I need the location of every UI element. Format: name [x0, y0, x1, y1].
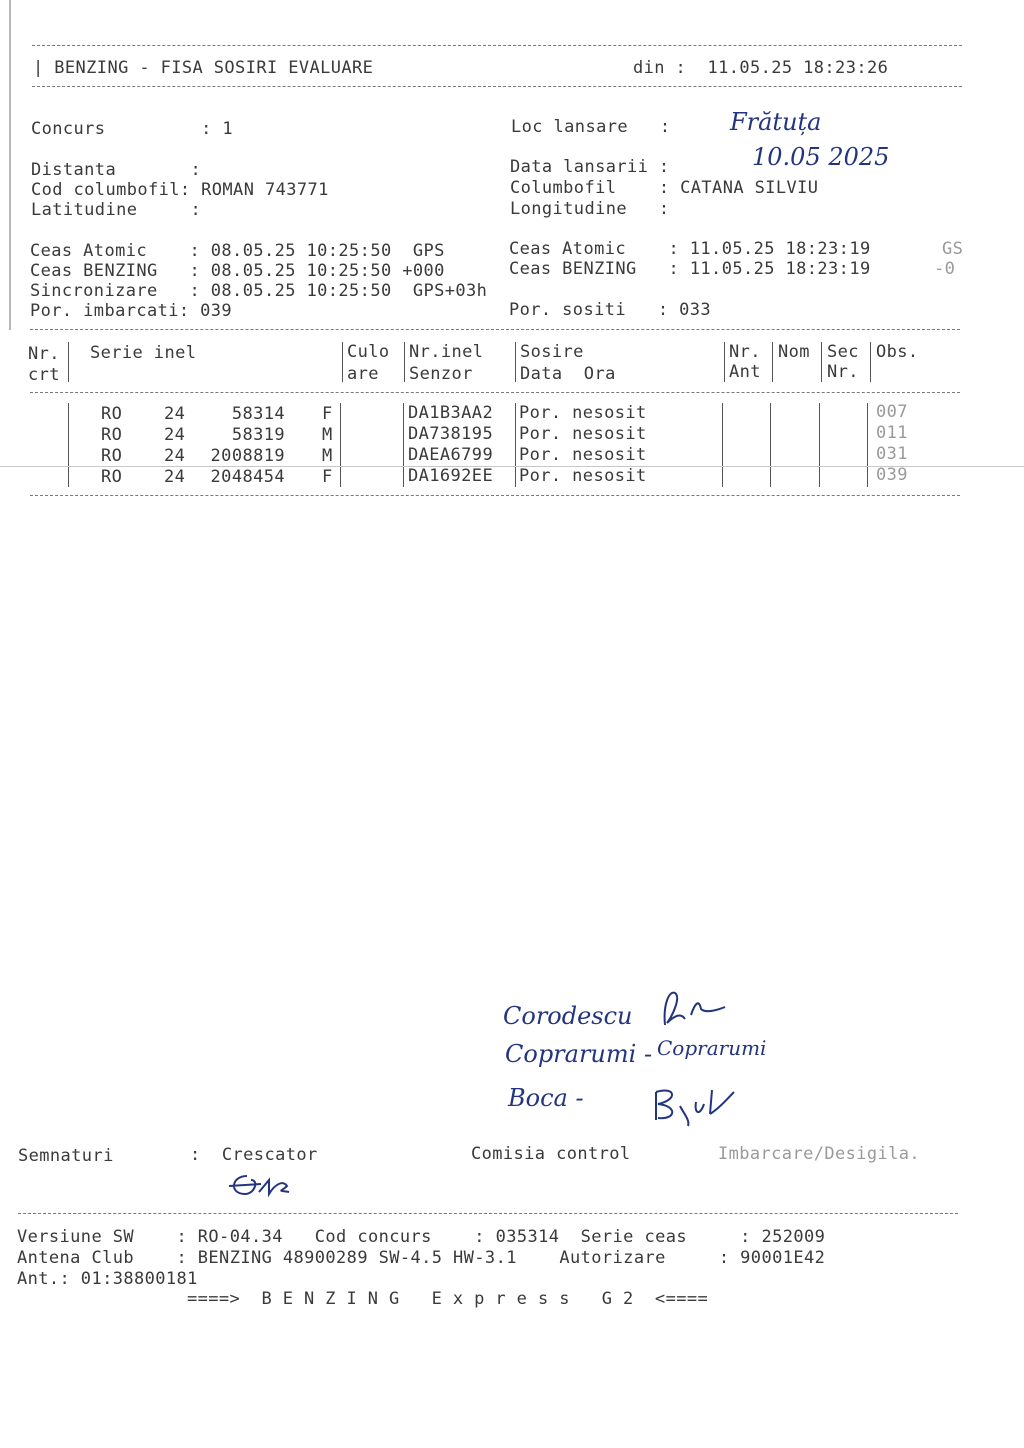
handwritten-signature-2: Coprarumi: [657, 1036, 767, 1060]
sincronizare-field: Sincronizare : 08.05.25 10:25:50 GPS+03h: [30, 281, 488, 301]
report-date: din : 11.05.25 18:23:26: [633, 58, 889, 78]
ceas-benzing-left: Ceas BENZING : 08.05.25 10:25:50 +000: [30, 261, 445, 281]
row-sosire: Por. nesosit: [519, 424, 647, 444]
ceas-atomic-right: Ceas Atomic : 11.05.25 18:23:19: [509, 239, 871, 259]
divider: [18, 1213, 958, 1214]
row-tara: RO: [101, 446, 123, 466]
row-sex: M: [322, 446, 333, 466]
column-separator: [340, 403, 341, 487]
ceas-benzing-right: Ceas BENZING : 11.05.25 18:23:19: [509, 259, 871, 279]
handwritten-name: Boca -: [508, 1084, 584, 1112]
column-separator: [724, 342, 725, 382]
row-an: 24: [164, 467, 186, 487]
distanta-field: Distanta :: [31, 160, 202, 180]
column-separator: [68, 342, 69, 382]
row-tara: RO: [101, 425, 123, 445]
comisia-label: Comisia control: [471, 1144, 631, 1164]
columbofil-field: Columbofil : CATANA SILVIU: [510, 178, 819, 198]
row-tara: RO: [101, 404, 123, 424]
divider: [30, 329, 960, 330]
por-imbarcati-field: Por. imbarcati: 039: [30, 301, 233, 321]
column-separator: [403, 403, 404, 487]
crescator-label: : Crescator: [190, 1145, 318, 1165]
col-culoare: Culo: [347, 342, 390, 362]
row-sosire: Por. nesosit: [519, 445, 647, 465]
divider: [32, 45, 962, 46]
column-separator: [722, 403, 723, 487]
loc-lansare-field: Loc lansare :: [511, 117, 671, 137]
column-separator: [515, 342, 516, 382]
por-sositi-field: Por. sositi : 033: [509, 300, 712, 320]
antena-line: Antena Club : BENZING 48900289 SW-4.5 HW-3.1 Autorizare : 90001E42: [17, 1248, 826, 1268]
row-an: 24: [164, 446, 186, 466]
column-separator: [819, 403, 820, 487]
latitudine-field: Latitudine :: [31, 200, 202, 220]
col-sec-nr: Sec: [827, 342, 859, 362]
row-senzor: DA1692EE: [408, 466, 494, 486]
row-sosire: Por. nesosit: [519, 466, 647, 486]
col-sosire: Sosire: [520, 342, 584, 362]
row-obs: 007: [876, 402, 908, 422]
benzing-banner: ====> B E N Z I N G E x p r e s s G 2 <====: [187, 1289, 709, 1309]
cod-columbofil-field: Cod columbofil: ROMAN 743771: [31, 180, 329, 200]
semnaturi-label: Semnaturi: [18, 1146, 114, 1166]
col-serie-inel: Serie inel: [90, 343, 197, 363]
versiune-line: Versiune SW : RO-04.34 Cod concurs : 035314 Serie ceas : 252009: [17, 1227, 826, 1247]
divider: [30, 495, 960, 496]
ceas-atomic-right-tail: GS: [942, 239, 964, 259]
scan-artifact-line: [0, 466, 1024, 467]
row-senzor: DA1B3AA2: [408, 403, 494, 423]
ceas-atomic-left: Ceas Atomic : 08.05.25 10:25:50 GPS: [30, 241, 445, 261]
row-sex: F: [322, 404, 333, 424]
column-separator: [770, 403, 771, 487]
column-separator: [867, 403, 868, 487]
col-nom: Nom: [778, 342, 810, 362]
row-inel: 58319: [231, 425, 285, 445]
handwritten-name: Coprarumi -: [505, 1040, 653, 1068]
col-nr-ant: Nr.: [729, 342, 761, 362]
divider: [32, 86, 962, 87]
divider: [30, 392, 960, 393]
data-lansarii-field: Data lansarii :: [510, 157, 670, 177]
concurs-field: Concurs : 1: [31, 119, 234, 139]
column-separator: [515, 403, 516, 487]
row-an: 24: [164, 404, 186, 424]
row-obs: 031: [876, 444, 908, 464]
col-nr-crt: crt: [28, 365, 60, 385]
row-senzor: DAEA6799: [408, 445, 494, 465]
row-inel: 2048454: [210, 467, 285, 487]
ant-line: Ant.: 01:38800181: [17, 1269, 198, 1289]
row-an: 24: [164, 425, 186, 445]
imbarcare-label: Imbarcare/Desigila.: [718, 1144, 921, 1164]
row-sex: F: [322, 467, 333, 487]
column-separator: [68, 403, 69, 487]
row-obs: 011: [876, 423, 908, 443]
column-separator: [772, 342, 773, 382]
handwritten-data-lansarii: 10.05 2025: [752, 143, 890, 171]
longitudine-field: Longitudine :: [510, 199, 670, 219]
row-sex: M: [322, 425, 333, 445]
col-obs: Obs.: [876, 342, 919, 362]
row-tara: RO: [101, 467, 123, 487]
column-separator: [404, 342, 405, 382]
col-sec-nr: Nr.: [827, 362, 859, 382]
handwritten-loc-lansare: Frătuța: [730, 108, 822, 136]
row-senzor: DA738195: [408, 424, 494, 444]
col-sosire: Data Ora: [520, 364, 616, 384]
row-inel: 2008819: [210, 446, 285, 466]
handwritten-signature-3: [650, 1084, 740, 1128]
scan-edge: [9, 0, 11, 330]
col-nr-crt: Nr.: [28, 344, 60, 364]
column-separator: [870, 342, 871, 382]
handwritten-name: Corodescu: [503, 1002, 633, 1030]
row-inel: 58314: [231, 404, 285, 424]
column-separator: [342, 342, 343, 382]
row-obs: 039: [876, 465, 908, 485]
col-nr-inel-senzor: Senzor: [409, 364, 473, 384]
report-title: | BENZING - FISA SOSIRI EVALUARE: [33, 58, 374, 78]
crescator-signature: [225, 1170, 295, 1200]
col-nr-ant: Ant: [729, 362, 761, 382]
handwritten-signature-1: [655, 985, 735, 1035]
col-nr-inel-senzor: Nr.inel: [409, 342, 484, 362]
col-culoare: are: [347, 364, 379, 384]
column-separator: [821, 342, 822, 382]
row-sosire: Por. nesosit: [519, 403, 647, 423]
ceas-benzing-right-tail: -0: [934, 259, 956, 279]
